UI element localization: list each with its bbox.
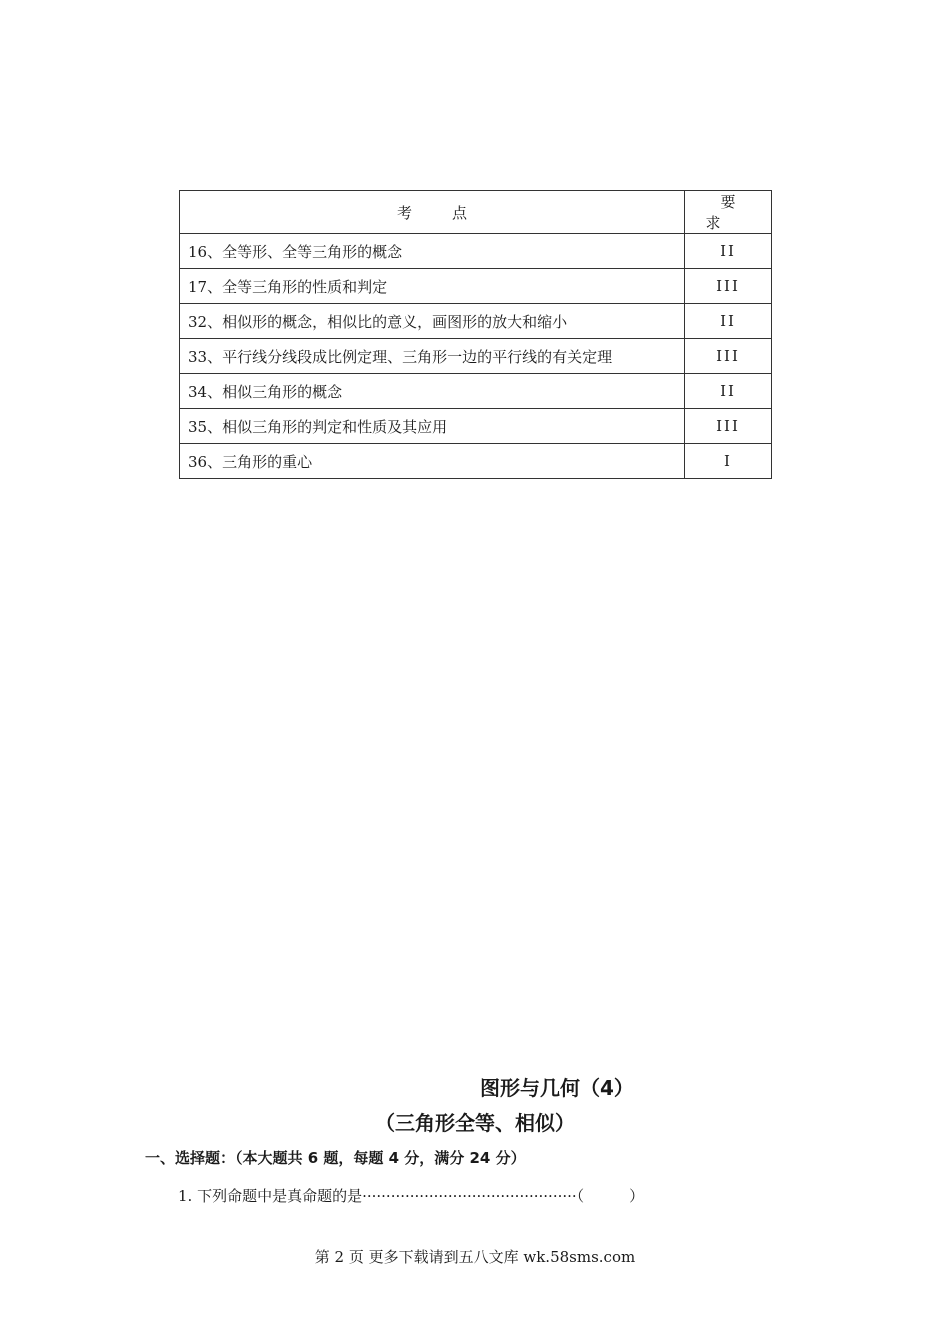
header-requirement: 要求 bbox=[685, 191, 772, 234]
question-text: 1. 下列命题中是真命题的是 bbox=[178, 1187, 363, 1205]
row-level: II bbox=[685, 234, 772, 269]
table-row bbox=[180, 304, 772, 339]
row-topic: 36、三角形的重心 bbox=[180, 444, 685, 479]
header-topic: 考点 bbox=[180, 191, 685, 234]
page-subtitle: （三角形全等、相似） bbox=[375, 1111, 575, 1135]
row-level: II bbox=[685, 304, 772, 339]
syllabus-table bbox=[179, 190, 772, 479]
table-row bbox=[180, 269, 772, 304]
row-level: III bbox=[685, 269, 772, 304]
row-topic: 33、平行线分线段成比例定理、三角形一边的平行线的有关定理 bbox=[180, 339, 685, 374]
row-level: II bbox=[685, 374, 772, 409]
table-row bbox=[180, 409, 772, 444]
table-row bbox=[180, 374, 772, 409]
row-topic: 17、全等三角形的性质和判定 bbox=[180, 269, 685, 304]
question-1 bbox=[178, 1185, 644, 1206]
table-header-row bbox=[180, 191, 772, 234]
page-footer: 第 2 页 更多下载请到五八文库 wk.58sms.com bbox=[314, 1248, 636, 1266]
question-dots: ············································· bbox=[362, 1187, 577, 1205]
table-row bbox=[180, 234, 772, 269]
table-row bbox=[180, 339, 772, 374]
page-title: 图形与几何（4） bbox=[480, 1076, 634, 1100]
table-row bbox=[180, 444, 772, 479]
row-topic: 35、相似三角形的判定和性质及其应用 bbox=[180, 409, 685, 444]
row-level: III bbox=[685, 339, 772, 374]
row-level: I bbox=[685, 444, 772, 479]
section-heading: 一、选择题：（本大题共 6 题，每题 4 分，满分 24 分） bbox=[145, 1149, 526, 1167]
answer-bracket: （ ） bbox=[576, 1187, 645, 1205]
row-topic: 34、相似三角形的概念 bbox=[180, 374, 685, 409]
row-topic: 16、全等形、全等三角形的概念 bbox=[180, 234, 685, 269]
row-topic: 32、相似形的概念，相似比的意义，画图形的放大和缩小 bbox=[180, 304, 685, 339]
row-level: III bbox=[685, 409, 772, 444]
